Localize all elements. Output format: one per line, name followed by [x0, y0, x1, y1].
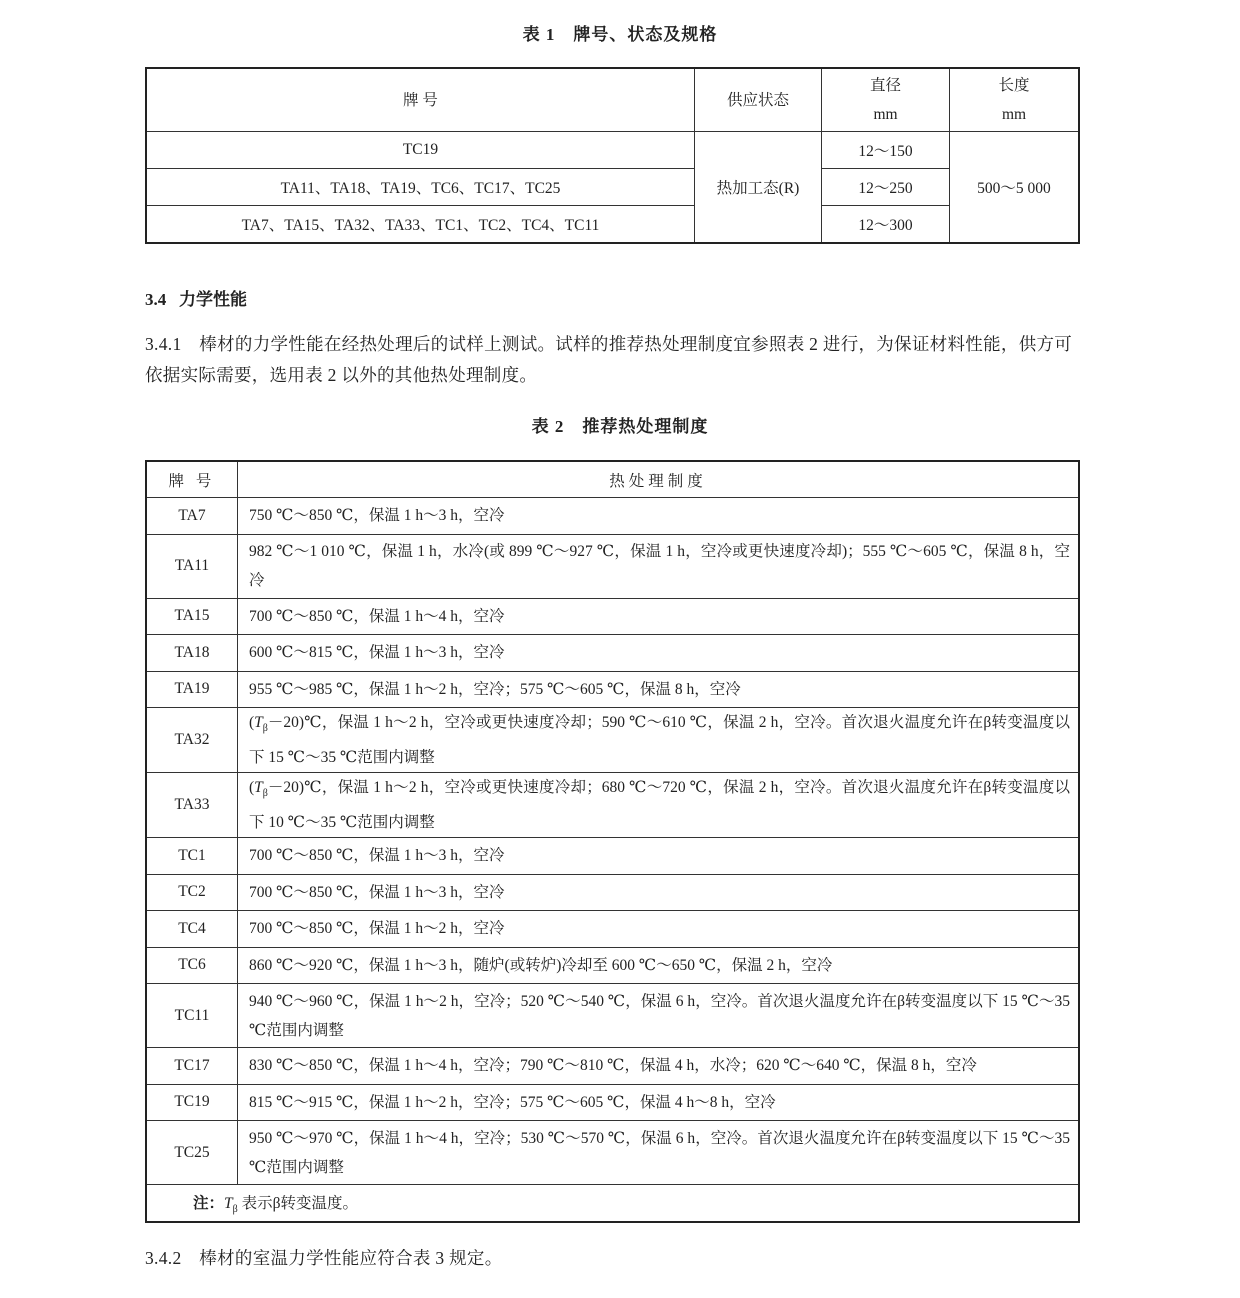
table-row — [146, 498, 1079, 535]
treatment-cell: 700 ℃～850 ℃，保温 1 h～3 h，空冷 — [238, 838, 1080, 875]
table2 — [145, 460, 1080, 1223]
grade-cell: TC4 — [146, 911, 238, 948]
grade-cell: TC11 — [146, 984, 238, 1048]
table1 — [145, 67, 1080, 244]
treatment-cell: 830 ℃～850 ℃，保温 1 h～4 h，空冷；790 ℃～810 ℃，保温 4 h，水冷；620 ℃～640 ℃，保温 8 h，空冷 — [238, 1048, 1080, 1085]
treatment-cell: 982 ℃～1 010 ℃，保温 1 h，水冷(或 899 ℃～927 ℃，保温 1 h，空冷或更快速度冷却)；555 ℃～605 ℃，保温 8 h，空冷 — [238, 534, 1080, 598]
grade-cell: TC6 — [146, 947, 238, 984]
table-row — [146, 874, 1079, 911]
diameter-cell: 12～250 — [822, 169, 950, 206]
treatment-cell: 950 ℃～970 ℃，保温 1 h～4 h，空冷；530 ℃～570 ℃，保温 6 h，空冷。首次退火温度允许在β转变温度以下 15 ℃～35 ℃范围内调整 — [238, 1121, 1080, 1185]
treatment-cell: $(T_\beta-20)℃$，保温 1 h～2 h，空冷或更快速度冷却；680 ℃～720 ℃，保温 2 h，空冷。首次退火温度允许在β转变温度以下 10 ℃～35 ℃范围内调整 — [238, 773, 1080, 838]
treatment-cell: 815 ℃～915 ℃，保温 1 h～2 h，空冷；575 ℃～605 ℃，保温 4 h～8 h，空冷 — [238, 1084, 1080, 1121]
table-row — [146, 773, 1079, 838]
header-grade: 牌 号 — [146, 68, 695, 132]
treatment-cell: 700 ℃～850 ℃，保温 1 h～3 h，空冷 — [238, 874, 1080, 911]
table-row — [146, 708, 1079, 773]
header-diameter: 直径 mm — [822, 68, 950, 132]
table1-title: 表 1 牌号、状态及规格 — [522, 25, 718, 44]
treatment-cell: 940 ℃～960 ℃，保温 1 h～2 h，空冷；520 ℃～540 ℃，保温 6 h，空冷。首次退火温度允许在β转变温度以下 15 ℃～35 ℃范围内调整 — [238, 984, 1080, 1048]
grade-cell: TA18 — [146, 635, 238, 672]
table-row — [146, 1048, 1079, 1085]
table-row — [146, 534, 1079, 598]
treatment-cell: 955 ℃～985 ℃，保温 1 h～2 h，空冷；575 ℃～605 ℃，保温 8 h，空冷 — [238, 671, 1080, 708]
grade-cell: TA33 — [146, 773, 238, 838]
grade-cell: TC1 — [146, 838, 238, 875]
grade-cell: TC19 — [146, 1084, 238, 1121]
grade-cell: TA7、TA15、TA32、TA33、TC1、TC2、TC4、TC11 — [146, 206, 695, 244]
treatment-cell: 860 ℃～920 ℃，保温 1 h～3 h，随炉(或转炉)冷却至 600 ℃～650 ℃，保温 2 h，空冷 — [238, 947, 1080, 984]
diameter-cell: 12～150 — [822, 132, 950, 169]
treatment-cell: $(T_\beta-20)℃$，保温 1 h～2 h，空冷或更快速度冷却；590 ℃～610 ℃，保温 2 h，空冷。首次退火温度允许在β转变温度以下 15 ℃～35 ℃范围内调整 — [238, 708, 1080, 773]
treatment-cell: 600 ℃～815 ℃，保温 1 h～3 h，空冷 — [238, 635, 1080, 672]
grade-cell: TC2 — [146, 874, 238, 911]
table-row — [146, 911, 1079, 948]
table-row — [146, 671, 1079, 708]
grade-cell: TC25 — [146, 1121, 238, 1185]
header-state: 供应状态 — [695, 68, 822, 132]
treatment-cell: 750 ℃～850 ℃，保温 1 h～3 h，空冷 — [238, 498, 1080, 535]
length-cell: 500～5 000 — [950, 132, 1080, 244]
table-note: 注：$T_\beta$ 表示β转变温度。 — [146, 1185, 1079, 1222]
grade-cell: TA32 — [146, 708, 238, 773]
table-row — [146, 1084, 1079, 1121]
table-row — [146, 838, 1079, 875]
header-grade: 牌 号 — [146, 461, 238, 498]
header-treatment: 热处理制度 — [238, 461, 1080, 498]
table2-title: 表 2 推荐热处理制度 — [531, 417, 709, 436]
grade-cell: TA7 — [146, 498, 238, 535]
grade-cell: TC17 — [146, 1048, 238, 1085]
table-row — [146, 984, 1079, 1048]
grade-cell: TA19 — [146, 671, 238, 708]
table-row — [146, 947, 1079, 984]
treatment-cell: 700 ℃～850 ℃，保温 1 h～2 h，空冷 — [238, 911, 1080, 948]
paragraph-3-4-2: 3.4.2 棒材的室温力学性能应符合表 3 规定。 — [145, 1248, 503, 1268]
section-heading: 3.4 力学性能 — [145, 290, 247, 309]
grade-cell: TA11、TA18、TA19、TC6、TC17、TC25 — [146, 169, 695, 206]
paragraph-3-4-1: 3.4.1 棒材的力学性能在经热处理后的试样上测试。试样的推荐热处理制度宜参照表 2 进行，为保证材料性能，供方可依据实际需要，选用表 2 以外的其他热处理制度。 — [145, 334, 1073, 385]
table-row — [146, 1121, 1079, 1185]
table-row — [146, 598, 1079, 635]
state-cell: 热加工态(R) — [695, 132, 822, 244]
grade-cell: TC19 — [146, 132, 695, 169]
grade-cell: TA11 — [146, 534, 238, 598]
header-length: 长度 mm — [950, 68, 1080, 132]
treatment-cell: 700 ℃～850 ℃，保温 1 h～4 h，空冷 — [238, 598, 1080, 635]
diameter-cell: 12～300 — [822, 206, 950, 244]
table-row — [146, 635, 1079, 672]
grade-cell: TA15 — [146, 598, 238, 635]
